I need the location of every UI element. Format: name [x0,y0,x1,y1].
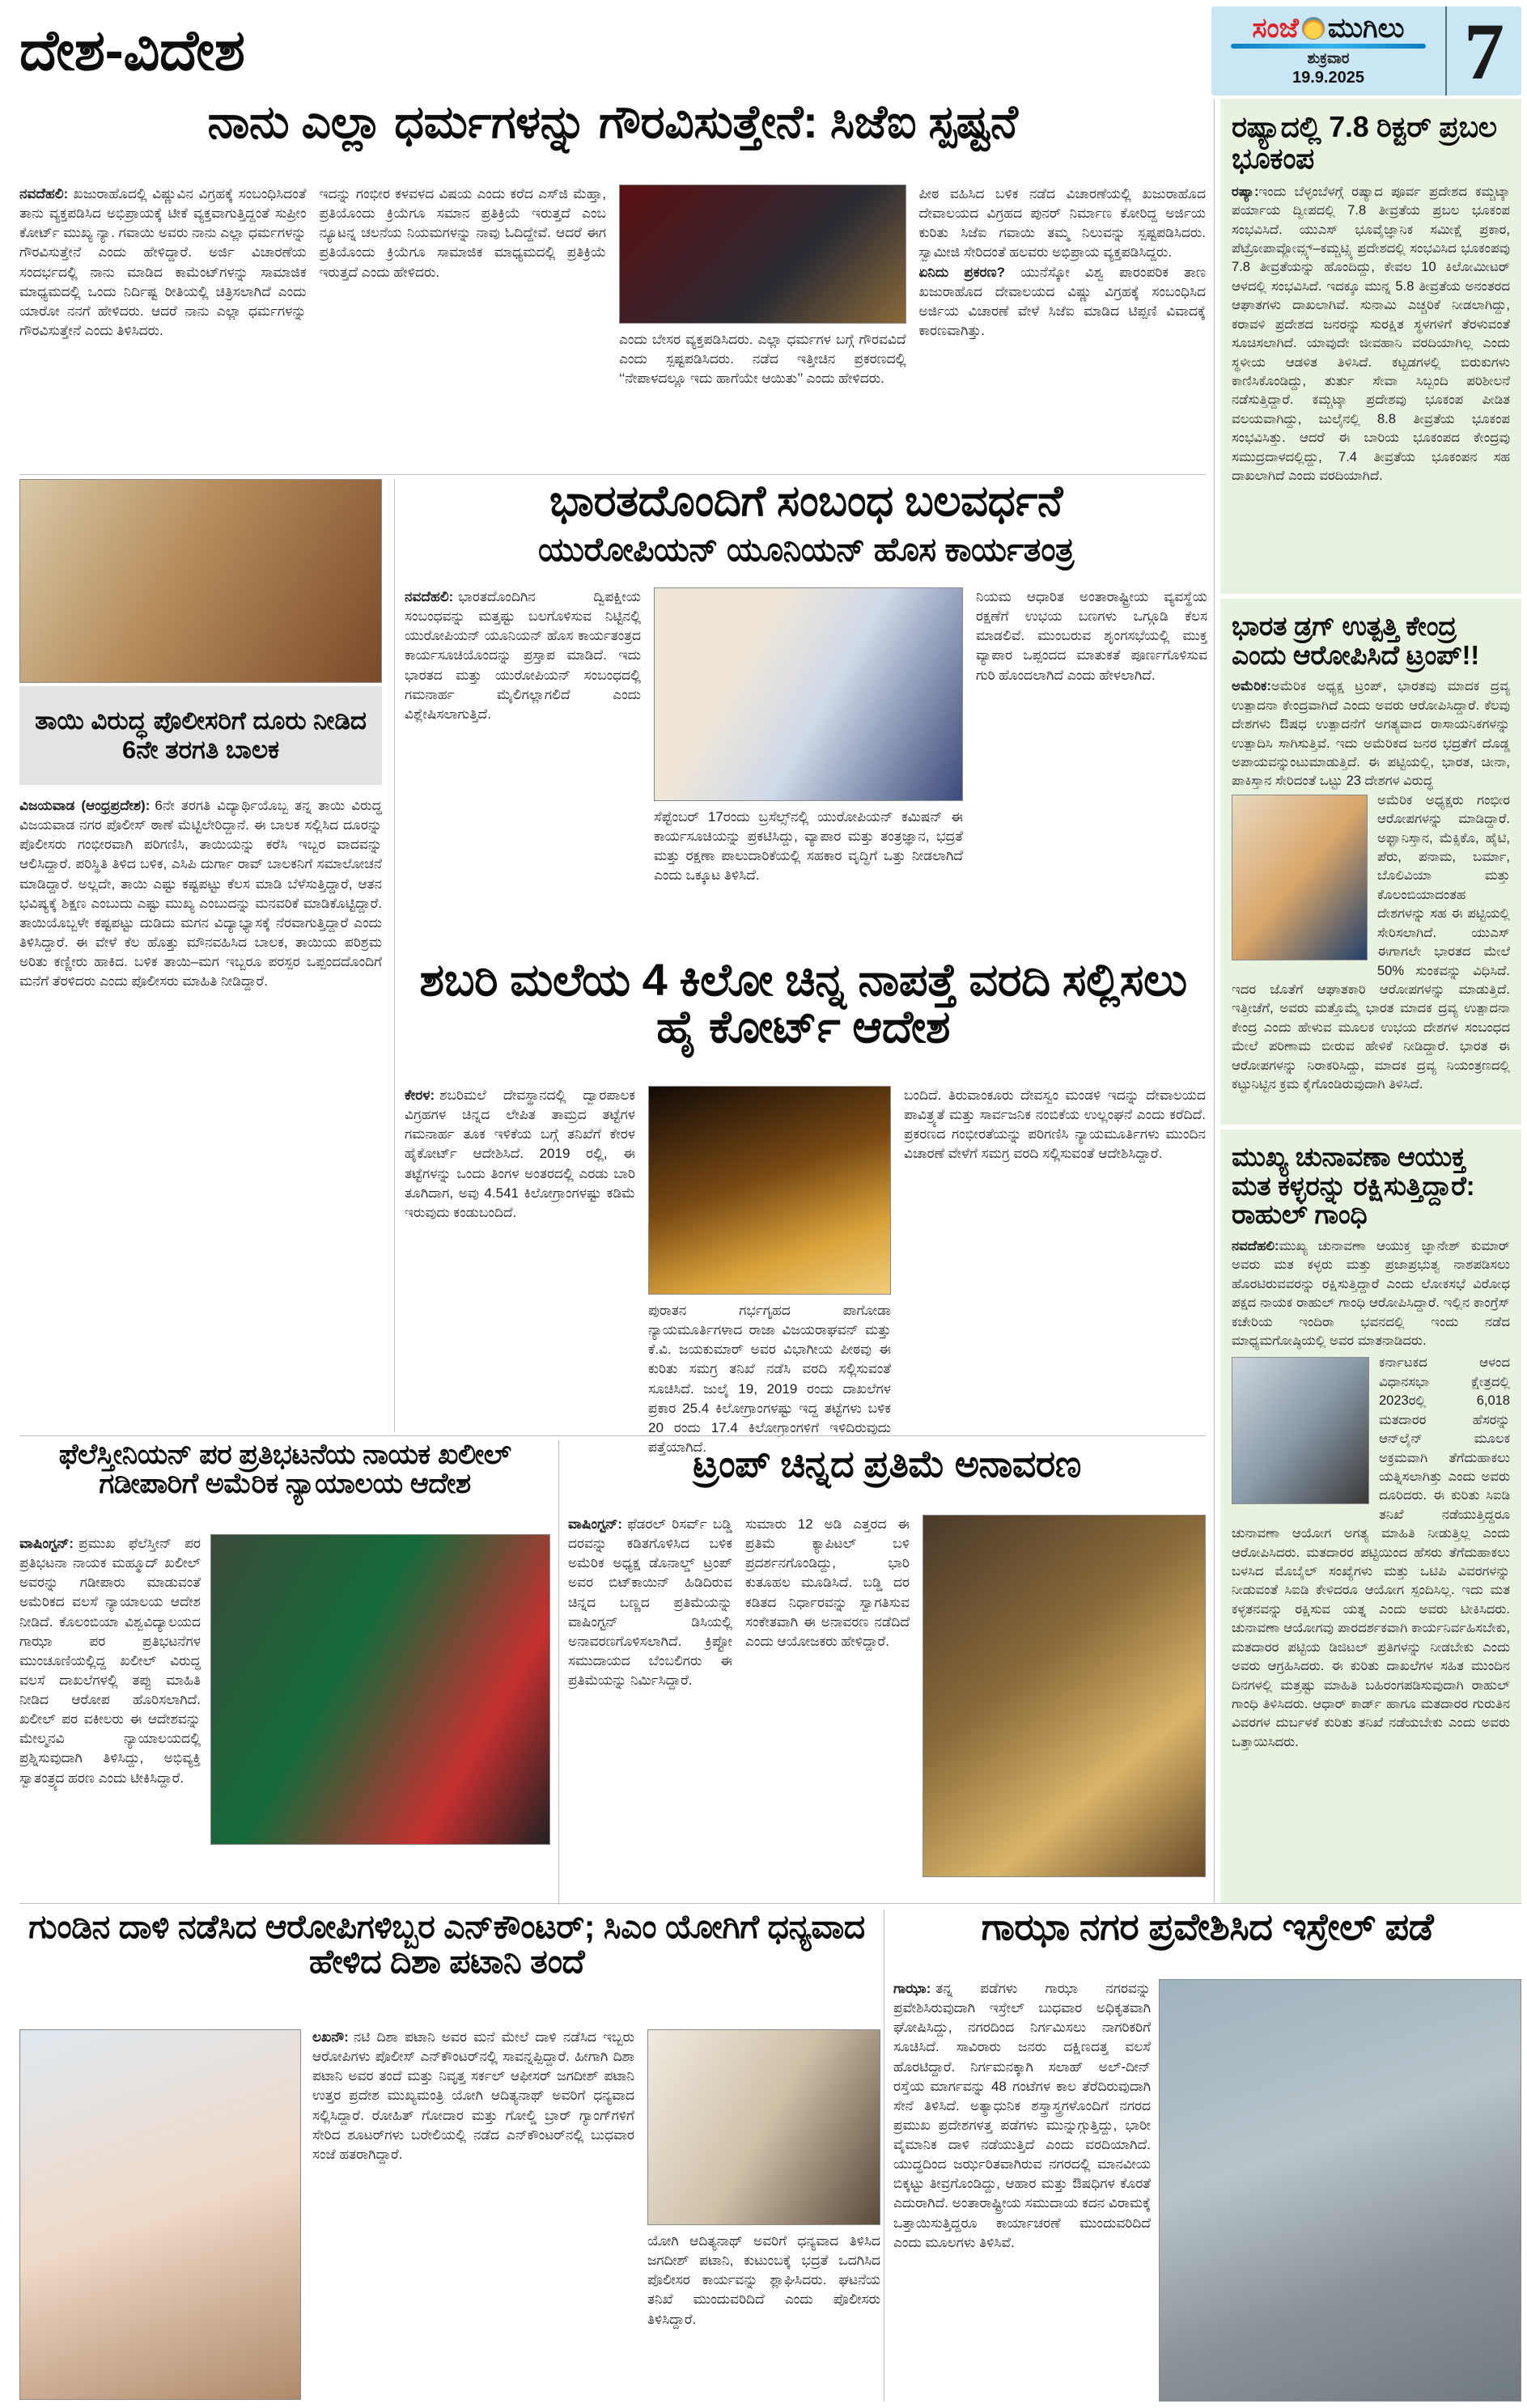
masthead-brand [1253,15,1405,42]
headline-disha: ಗುಂಡಿನ ದಾಳಿ ನಡೆಸಿದ ಆರೋಪಿಗಳಿಬ್ಬರ ಎನ್‌ಕೌಂಟರ್; ಸಿಎಂ ಯೋಗಿಗೆ ಧನ್ಯವಾದ ಹೇಳಿದ ದಿಶಾ ಪಟಾನಿ ತಂದೆ [28,1908,865,1980]
brand-name-black: ಮುಗಿಲು [1327,13,1405,44]
sabarimala-dateline: ಕೇರಳ: [405,1087,435,1103]
cji-col-1: ನವದೆಹಲಿ: ಖಜುರಾಹೊದಲ್ಲಿ ವಿಷ್ಣುವಿನ ವಿಗ್ರಹಕ್ಕೆ ಸಂಬಂಧಿಸಿದಂತೆ ತಾನು ವ್ಯಕ್ತಪಡಿಸಿದ ಅಭಿಪ್ರಾಯಕ್ಕೆ ಟೀಕೆ ವ್ಯಕ್ತವಾಗುತ್ತಿದ್ದಂತೆ ಸುಪ್ರೀಂ ಕೋರ್ಟ್ ಮುಖ್ಯ ನ್ಯಾ. ಗವಾಯಿ ಅವರು ನಾನು ಎಲ್ಲಾ ಧರ್ಮಗಳನ್ನು ಗೌರವಿಸುತ್ತೇನೆ ಎಂದು ಹೇಳಿದ್ದಾರೆ. ಅರ್ಜಿ ವಿಚಾರಣೆಯ ಸಂದರ್ಭದಲ್ಲಿ ನಾನು ಮಾಡಿದ ಕಾಮೆಂಟ್‌ಗಳನ್ನು ಸಾಮಾಜಿಕ ಮಾಧ್ಯಮದಲ್ಲಿ ಒಂದು ನಿರ್ದಿಷ್ಟ ರೀತಿಯಲ್ಲಿ ಚಿತ್ರಿಸಲಾಗಿದೆ ಎಂದು ಯಾರೋ ನನಗೆ ಹೇಳಿದರು. ಆದರೆ ನಾನು ಎಲ್ಲಾ ಧರ್ಮಗಳನ್ನು ಗೌರವಿಸುತ್ತೇನೆ ಎಂದು ತಿಳಿಸಿದರು. [19,186,307,338]
headline-trump-drug: ಭಾರತ ಡ್ರಗ್ ಉತ್ಪತ್ತಿ ಕೇಂದ್ರ ಎಂದು ಆರೋಪಿಸಿದೆ ಟ್ರಂಪ್!! [1232,611,1479,670]
rahul-body: ನವದೆಹಲಿ:ಮುಖ್ಯ ಚುನಾವಣಾ ಆಯುಕ್ತ ಜ್ಞಾನೇಶ್ ಕುಮಾರ್ ಅವರು ಮತ ಕಳ್ಳರು ಮತ್ತು ಪ್ರಜಾಪ್ರಭುತ್ವ ನಾಶಪಡಿಸಲು ಹೊರಟಿರುವವರನ್ನು ರಕ್ಷಿಸುತ್ತಿದ್ದಾರೆ ಎಂದು ಲೋಕಸಭೆ ವಿರೋಧ ಪಕ್ಷದ ನಾಯಕ ರಾಹುಲ್ ಗಾಂಧಿ ಆರೋಪಿಸಿದ್ದಾರೆ. ಇಲ್ಲಿನ ಕಾಂಗ್ರೆಸ್ ಕಚೇರಿಯ ಇಂದಿರಾ ಭವನದಲ್ಲಿ ಇಂದು ನಡೆದ ಮಾಧ್ಯಮಗೋಷ್ಠಿಯಲ್ಲಿ ಅವರ ಮಾತನಾಡಿದರು. ಕರ್ನಾಟಕದ ಆಳಂದ ವಿಧಾನಸಭಾ ಕ್ಷೇತ್ರದಲ್ಲಿ 2023ರಲ್ಲಿ 6,018 ಮತದಾರರ ಹೆಸರನ್ನು ಆನ್‌ಲೈನ್ ಮೂಲಕ ಅಕ್ರಮವಾಗಿ ತೆಗೆದುಹಾಕಲು ಯತ್ನಿಸಲಾಗಿತ್ತು ಎಂದು ಅವರು ದೂರಿದರು. ಈ ಕುರಿತು ಸಿಐಡಿ ತನಿಖೆ ನಡೆಯುತ್ತಿದ್ದರೂ ಚುನಾವಣಾ ಆಯೋಗ ಅಗತ್ಯ ಮಾಹಿತಿ ನೀಡುತ್ತಿಲ್ಲ ಎಂದು ಆರೋಪಿಸಿದರು. ಮತದಾರರ ಪಟ್ಟಿಯಿಂದ ಹೆಸರು ತೆಗೆದುಹಾಕಲು ಬಳಸಿದ ಮೊಬೈಲ್ ಸಂಖ್ಯೆಗಳು ಮತ್ತು ಒಟಿಪಿ ವಿವರಗಳನ್ನು ನೀಡುವಂತೆ ಸಿಐಡಿ ಕೇಳಿದರೂ ಆಯೋಗ ಸ್ಪಂದಿಸಿಲ್ಲ. ಇದು ಮತ ಕಳ್ಳತನವನ್ನು ರಕ್ಷಿಸುವ ಯತ್ನ ಎಂದು ಅವರು ಟೀಕಿಸಿದರು. ಚುನಾವಣಾ ಆಯೋಗವು ಪಾರದರ್ಶಕವಾಗಿ ಕಾರ್ಯನಿರ್ವಹಿಸಬೇಕು, ಮತದಾರರ ಪಟ್ಟಿಯ ಡಿಜಿಟಲ್ ಪ್ರತಿಗಳನ್ನು ನೀಡಬೇಕು ಎಂದು ಅವರು ಆಗ್ರಹಿಸಿದರು. ಈ ಕುರಿತು ದಾಖಲೆಗಳ ಸಹಿತ ಮುಂದಿನ ದಿನಗಳಲ್ಲಿ ಮತ್ತಷ್ಟು ಮಾಹಿತಿ ಬಹಿರಂಗಪಡಿಸುವುದಾಗಿ ರಾಹುಲ್ ಗಾಂಧಿ ತಿಳಿಸಿದರು. ಆಧಾರ್ ಕಾರ್ಡ್ ಹಾಗೂ ಮತದಾರರ ಗುರುತಿನ ವಿವರಗಳ ದುರ್ಬಳಕೆ ಕುರಿತು ತನಿಖೆ ನಡೆಯಬೇಕು ಎಂದು ಅವರು ಒತ್ತಾಯಿಸಿದರು. [1232,1238,1510,1749]
rahul-gandhi-photo [1232,1357,1369,1504]
khalil-text: ವಾಷಿಂಗ್ಟನ್: ಪ್ರಮುಖ ಫೆಲೆಸ್ತೀನ್ ಪರ ಪ್ರತಿಭಟನಾ ನಾಯಕ ಮಹ್ಮೂದ್ ಖಲೀಲ್ ಅವರನ್ನು ಗಡೀಪಾರು ಮಾಡುವಂತೆ ಅಮೆರಿಕದ ವಲಸೆ ನ್ಯಾಯಾಲಯ ಆದೇಶ ನೀಡಿದೆ. ಕೊಲಂಬಿಯಾ ವಿಶ್ವವಿದ್ಯಾಲಯದ ಗಾಝಾ ಪರ ಪ್ರತಿಭಟನೆಗಳ ಮುಂಚೂಣಿಯಲ್ಲಿದ್ದ ಖಲೀಲ್ ವಿರುದ್ಧ ವಲಸೆ ದಾಖಲೆಗಳಲ್ಲಿ ತಪ್ಪು ಮಾಹಿತಿ ನೀಡಿದ ಆರೋಪ ಹೊರಿಸಲಾಗಿದೆ. ಖಲೀಲ್ ಪರ ವಕೀಲರು ಈ ಆದೇಶವನ್ನು ಮೇಲ್ಮನವಿ ನ್ಯಾಯಾಲಯದಲ್ಲಿ ಪ್ರಶ್ನಿಸುವುದಾಗಿ ತಿಳಿಸಿದ್ದು, ಅಭಿವ್ಯಕ್ತಿ ಸ್ವಾತಂತ್ರ್ಯದ ಹರಣ ಎಂದು ಟೀಕಿಸಿದ್ದಾರೆ. [19,1536,201,1786]
masthead-rule [1231,44,1427,49]
page-number: 7 [1445,6,1521,95]
masthead-left [1211,6,1445,95]
section-title: ದೇಶ-ವಿದೇಶ [19,19,245,82]
trump-statue-col-2: ಸುಮಾರು 12 ಅಡಿ ಎತ್ತರದ ಈ ಪ್ರತಿಮೆ ಕ್ಯಾಪಿಟಲ್ ಬಳಿ ಪ್ರದರ್ಶನಗೊಂಡಿದ್ದು, ಭಾರಿ ಕುತೂಹಲ ಮೂಡಿಸಿದೆ. ಬಡ್ಡಿ ದರ ಕಡಿತದ ನಿರ್ಧಾರವನ್ನು ಸ್ವಾಗತಿಸುವ ಸಂಕೇತವಾಗಿ ಈ ಅನಾವರಣ ನಡೆದಿದೆ ಎಂದು ಆಯೋಜಕರು ಹೇಳಿದ್ದಾರೆ. [745,1516,910,1649]
pro-palestine-protest-photo [210,1534,550,1845]
article-cji-body [19,184,1206,473]
cji-subhead: ಏನಿದು ಪ್ರಕರಣ? [918,264,1005,280]
cji-col-3-text: ಎಂದು ಬೇಸರ ವ್ಯಕ್ತಪಡಿಸಿದರು. ಎಲ್ಲಾ ಧರ್ಮಗಳ ಬಗ್ಗೆ ಗೌರವವಿದೆ ಎಂದು ಸ್ಪಷ್ಟಪಡಿಸಿದರು. ನಡೆದ ಇತ್ತೀಚಿನ ಪ್ರಕರಣದಲ್ಲಿ ‘‘ನೇಪಾಳದಲ್ಲೂ ಇದು ಹಾಗೆಯೇ ಆಯಿತು’’ ಎಂದು ಹೇಳಿದರು. [619,332,906,387]
trump-drug-body: ಅಮೆರಿಕ:ಅಮೆರಿಕ ಅಧ್ಯಕ್ಷ ಟ್ರಂಪ್, ಭಾರತವು ಮಾದಕ ದ್ರವ್ಯ ಉತ್ಪಾದನಾ ಕೇಂದ್ರವಾಗಿದೆ ಎಂದು ಅವರು ಆರೋಪಿಸಿದ್ದಾರೆ. ಕೆಲವು ದೇಶಗಳು ಔಷಧ ಉತ್ಪಾದನೆಗೆ ಅಗತ್ಯವಾದ ರಾಸಾಯನಿಕಗಳನ್ನು ಉತ್ಪಾದಿಸಿ ಸಾಗಿಸುತ್ತಿವೆ. ಇದು ಅಮೆರಿಕದ ಜನರ ಭದ್ರತೆಗೆ ದೊಡ್ಡ ಅಪಾಯವನ್ನುಂಟುಮಾಡುತ್ತಿದೆ. ಈ ಪಟ್ಟಿಯಲ್ಲಿ, ಭಾರತ, ಚೀನಾ, ಪಾಕಿಸ್ತಾನ ಸೇರಿದಂತೆ ಒಟ್ಟು 23 ದೇಶಗಳ ವಿರುದ್ಧ ಅಮೆರಿಕ ಅಧ್ಯಕ್ಷರು ಗಂಭೀರ ಆರೋಪಗಳನ್ನು ಮಾಡಿದ್ದಾರೆ. ಅಫ್ಘಾನಿಸ್ತಾನ, ಮೆಕ್ಸಿಕೊ, ಹೈಟಿ, ಪೆರು, ಪನಾಮ, ಬರ್ಮಾ, ಬೊಲಿವಿಯಾ ಮತ್ತು ಕೊಲಂಬಿಯಾದಂತಹ ದೇಶಗಳನ್ನು ಸಹ ಈ ಪಟ್ಟಿಯಲ್ಲಿ ಸೇರಿಸಲಾಗಿದೆ. ಯುಎಸ್ ಈಗಾಗಲೇ ಭಾರತದ ಮೇಲೆ 50% ಸುಂಕವನ್ನು ವಿಧಿಸಿದೆ. ಇದರ ಜೊತೆಗೆ ಆಘಾತಕಾರಿ ಆರೋಪಗಳನ್ನು ಮಾಡುತ್ತಿದೆ. ಇತ್ತೀಚೆಗೆ, ಅವರು ಮತ್ತೊಮ್ಮೆ ಭಾರತ ಮಾದಕ ದ್ರವ್ಯ ಉತ್ಪಾದನಾ ಕೇಂದ್ರ ಎಂದು ಹೇಳುವ ಮೂಲಕ ಉಭಯ ದೇಶಗಳ ಸಂಬಂಧದ ಮೇಲೆ ಪರಿಣಾಮ ಬೀರುವ ಹೇಳಿಕೆ ನೀಡಿದ್ದಾರೆ. ಭಾರತ ಈ ಆರೋಪಗಳನ್ನು ನಿರಾಕರಿಸಿದ್ದು, ಮಾದಕ ದ್ರವ್ಯ ನಿಯಂತ್ರಣದಲ್ಲಿ ಕಟ್ಟುನಿಟ್ಟಿನ ಕ್ರಮ ಕೈಗೊಂಡಿರುವುದಾಗಿ ತಿಳಿಸಿದೆ. [1232,679,1510,1092]
eu-col-2 [654,587,963,948]
brand-name-red: ಸಂಜೆ [1252,13,1299,44]
disha-right-col [647,2029,880,2402]
headline-sabarimala: ಶಬರಿ ಮಲೆಯ 4 ಕಿಲೋ ಚಿನ್ನ ನಾಪತ್ತೆ ವರದಿ ಸಲ್ಲಿಸಲು ಹೈ ಕೋರ್ಟ್ ಆದೇಶ [419,954,1187,1053]
article-trump-drug [1220,599,1521,1125]
modi-von-der-leyen-photo [654,587,963,801]
headline-russia-quake: ರಷ್ಯಾದಲ್ಲಿ 7.8 ರಿಕ್ಟರ್ ಪ್ರಬಲ ಭೂಕಂಪ [1232,110,1497,175]
divider [19,1435,1206,1436]
masthead-day: ಶುಕ್ರವಾರ [1307,50,1350,66]
masthead-date: 19.9.2025 [1292,69,1364,87]
cji-col-4: ಪೀಠ ವಹಿಸಿದ ಬಳಿಕ ನಡೆದ ವಿಚಾರಣೆಯಲ್ಲಿ ಖಜುರಾಹೊದ ದೇವಾಲಯದ ವಿಗ್ರಹದ ಪುನರ್ ನಿರ್ಮಾಣ ಕೋರಿದ್ದ ಅರ್ಜಿಯ ಕುರಿತು ಸಿಜೆಐ ಗವಾಯಿ ತಮ್ಮ ನಿಲುವನ್ನು ಸ್ಪಷ್ಟಪಡಿಸಿದರು. ಸ್ವಾಮೀಜಿ ಸೇರಿದಂತೆ ಹಲವರು ಅಭಿಪ್ರಾಯ ವ್ಯಕ್ತಪಡಿಸಿದ್ದರು. ಏನಿದು ಪ್ರಕರಣ? ಯುನೆಸ್ಕೋ ವಿಶ್ವ ಪಾರಂಪರಿಕ ತಾಣ ಖಜುರಾಹೊದ ದೇವಾಲಯದ ವಿಷ್ಣು ವಿಗ್ರಹಕ್ಕೆ ಸಂಬಂಧಿಸಿದ ಅರ್ಜಿಯ ವಿಚಾರಣೆ ವೇಳೆ ಸಿಜೆಐ ಮಾಡಿದ ಟಿಪ್ಪಣಿ ವಿವಾದಕ್ಕೆ ಕಾರಣವಾಗಿತ್ತು. [918,186,1206,338]
divider [558,1440,559,1905]
divider [394,479,395,1432]
subhead-eu-india: ಯುರೋಪಿಯನ್ ಯೂನಿಯನ್ ಹೊಸ ಕಾರ್ಯತಂತ್ರ [538,531,1074,568]
cji-col-3 [619,184,906,473]
cji-dateline: ನವದೆಹಲಿ: [19,186,69,201]
article-gaza-body: ಗಾಝಾ: ತನ್ನ ಪಡೆಗಳು ಗಾಝಾ ನಗರವನ್ನು ಪ್ರವೇಶಿಸಿರುವುದಾಗಿ ಇಸ್ರೇಲ್ ಬುಧವಾರ ಅಧಿಕೃತವಾಗಿ ಘೋಷಿಸಿದ್ದು, ನಗರದಿಂದ ನಿರ್ಗಮಿಸಲು ನಾಗರಿಕರಿಗೆ ಸೂಚಿಸಿದೆ. ಸಾವಿರಾರು ಜನರು ದಕ್ಷಿಣದತ್ತ ವಲಸೆ ಹೊರಟಿದ್ದಾರೆ. ನಿರ್ಗಮನಕ್ಕಾಗಿ ಸಲಾಹ್ ಅಲ್-ದೀನ್ ರಸ್ತೆಯ ಮಾರ್ಗವನ್ನು 48 ಗಂಟೆಗಳ ಕಾಲ ತೆರೆದಿರುವುದಾಗಿ ಸೇನೆ ತಿಳಿಸಿದೆ. ಅತ್ಯಾಧುನಿಕ ಶಸ್ತ್ರಾಸ್ತ್ರಗಳೊಂದಿಗೆ ನಗರದ ಪ್ರಮುಖ ಪ್ರದೇಶಗಳತ್ತ ಪಡೆಗಳು ಮುನ್ನುಗ್ಗುತ್ತಿದ್ದು, ಭಾರೀ ವೈಮಾನಿಕ ದಾಳಿ ನಡೆಯುತ್ತಿದೆ ಎಂದು ವರದಿಯಾಗಿದೆ. ಯುದ್ಧದಿಂದ ಜರ್ಝರಿತವಾಗಿರುವ ನಗರದಲ್ಲಿ ಮಾನವೀಯ ಬಿಕ್ಕಟ್ಟು ತೀವ್ರಗೊಂಡಿದ್ದು, ಆಹಾರ ಮತ್ತು ಔಷಧಿಗಳ ಕೊರತೆ ಎದುರಾಗಿದೆ. ಅಂತಾರಾಷ್ಟ್ರೀಯ ಸಮುದಾಯ ಕದನ ವಿರಾಮಕ್ಕೆ ಒತ್ತಾಯಿಸುತ್ತಿದ್ದರೂ ಕಾರ್ಯಾಚರಣೆ ಮುಂದುವರಿದಿದೆ ಎಂದು ಮೂಲಗಳು ತಿಳಿಸಿವೆ. [893,1981,1151,2250]
divider [19,1903,1521,1904]
headline-gaza: ಗಾಝಾ ನಗರ ಪ್ರವೇಶಿಸಿದ ಇಸ್ರೇಲ್ ಪಡೆ [981,1906,1434,1948]
rahul-dateline: ನವದೆಹಲಿ: [1232,1238,1279,1253]
sabarimala-temple-photo [648,1086,891,1295]
sabarimala-col-3: ಬಂದಿದೆ. ತಿರುವಾಂಕೂರು ದೇವಸ್ವಂ ಮಂಡಳಿ ಇದನ್ನು ದೇವಾಲಯದ ಪಾವಿತ್ರ್ಯತೆ ಮತ್ತು ಸಾರ್ವಜನಿಕ ನಂಬಿಕೆಯ ಉಲ್ಲಂಘನೆ ಎಂದು ಕರೆದಿದೆ. ಪ್ರಕರಣದ ಗಂಭೀರತೆಯನ್ನು ಪರಿಗಣಿಸಿ ನ್ಯಾಯಮೂರ್ತಿಗಳು ಮುಂದಿನ ವಿಚಾರಣೆ ವೇಳೆಗೆ ಸಮಗ್ರ ವರದಿ ಸಲ್ಲಿಸುವಂತೆ ಆದೇಶಿಸಿದ್ದಾರೆ. [904,1087,1206,1162]
russia-quake-body: ರಷ್ಯಾ:ಇಂದು ಬೆಳ್ಳಂಬೆಳಗ್ಗೆ ರಷ್ಯಾದ ಪೂರ್ವ ಪ್ರದೇಶದ ಕಮ್ಚಟ್ಕಾ ಪರ್ಯಾಯ ದ್ವೀಪದಲ್ಲಿ 7.8 ತೀವ್ರತೆಯ ಪ್ರಬಲ ಭೂಕಂಪ ಸಂಭವಿಸಿದೆ. ಯುಎಸ್ ಭೂವೈಜ್ಞಾನಿಕ ಸಮೀಕ್ಷೆ ಪ್ರಕಾರ, ಪೆಟ್ರೋಪಾವ್ಲೋವ್ಸ್ಕ್–ಕಮ್ಚಟ್ಸ್ಕಿ ಪ್ರದೇಶದಲ್ಲಿ ಸಂಭವಿಸಿದ ಭೂಕಂಪವು 7.8 ತೀವ್ರತೆಯನ್ನು ಹೊಂದಿದ್ದು, ಕೇವಲ 10 ಕಿಲೋಮೀಟರ್ ಆಳದಲ್ಲಿ ಸಂಭವಿಸಿದೆ. ಇದಕ್ಕೂ ಮುನ್ನ 5.8 ತೀವ್ರತೆಯ ಅನಂತರದ ಆಘಾತಗಳು ದಾಖಲಾಗಿವೆ. ಸುನಾಮಿ ಎಚ್ಚರಿಕೆ ನೀಡಲಾಗಿದ್ದು, ಕರಾವಳಿ ಪ್ರದೇಶದ ಜನರನ್ನು ಸುರಕ್ಷಿತ ಸ್ಥಳಗಳಿಗೆ ತೆರಳುವಂತೆ ಸೂಚಿಸಲಾಗಿದೆ. ಯಾವುದೇ ಜೀವಹಾನಿ ವರದಿಯಾಗಿಲ್ಲ ಎಂದು ಸ್ಥಳೀಯ ಆಡಳಿತ ತಿಳಿಸಿದೆ. ಕಟ್ಟಡಗಳಲ್ಲಿ ಬಿರುಕುಗಳು ಕಾಣಿಸಿಕೊಂಡಿದ್ದು, ತುರ್ತು ಸೇವಾ ಸಿಬ್ಬಂದಿ ಪರಿಶೀಲನೆ ನಡೆಸುತ್ತಿದ್ದಾರೆ. ಕಮ್ಚಟ್ಕಾ ಪ್ರದೇಶವು ಭೂಕಂಪ ಪೀಡಿತ ವಲಯವಾಗಿದ್ದು, ಜುಲೈನಲ್ಲಿ 8.8 ತೀವ್ರತೆಯ ಭೂಕಂಪ ಸಂಭವಿಸಿತ್ತು. ಆದರೆ ಈ ಬಾರಿಯ ಭೂಕಂಪದ ಕೇಂದ್ರವು ಸಮುದ್ರದಾಳದಲ್ಲಿದ್ದು, 7.4 ತೀವ್ರತೆಯ ಭೂಕಂಪನ ಸಹ ದಾಖಲಾಗಿದೆ ಎಂದು ವರದಿಯಾಗಿದೆ. [1232,184,1510,484]
khalil-dateline: ವಾಷಿಂಗ್ಟನ್: [19,1536,74,1551]
headline-mother-complaint: ತಾಯಿ ವಿರುದ್ಧ ಪೊಲೀಸರಿಗೆ ದೂರು ನೀಡಿದ 6ನೇ ತರಗತಿ ಬಾಲಕ [19,686,382,785]
eu-col-1: ನವದೆಹಲಿ: ಭಾರತದೊಂದಿಗಿನ ದ್ವಿಪಕ್ಷೀಯ ಸಂಬಂಧವನ್ನು ಮತ್ತಷ್ಟು ಬಲಗೊಳಿಸುವ ನಿಟ್ಟಿನಲ್ಲಿ ಯುರೋಪಿಯನ್ ಯೂನಿಯನ್ ಹೊಸ ಕಾರ್ಯತಂತ್ರದ ಕಾರ್ಯಸೂಚಿಯೊಂದನ್ನು ಪ್ರಸ್ತಾಪ ಮಾಡಿದೆ. ಇದು ಭಾರತದ ಮತ್ತು ಯುರೋಪಿಯನ್ ಸಂಬಂಧದಲ್ಲಿ ಗಮನಾರ್ಹ ಮೈಲಿಗಲ್ಲಾಗಲಿದೆ ಎಂದು ವಿಶ್ಲೇಷಿಸಲಾಗುತ್ತಿದೆ. [405,589,641,722]
masthead-sun-logo-icon [1302,17,1325,40]
headline-rahul: ಮುಖ್ಯ ಚುನಾವಣಾ ಆಯುಕ್ತ ಮತ ಕಳ್ಳರನ್ನು ರಕ್ಷಿಸುತ್ತಿದ್ದಾರೆ: ರಾಹುಲ್ ಗಾಂಧಿ [1232,1142,1475,1230]
masthead [1211,6,1521,95]
article-eu-india-body [405,587,1207,948]
article-sabarimala-body [405,1086,1206,1455]
headline-cji: ನಾನು ಎಲ್ಲಾ ಧರ್ಮಗಳನ್ನು ಗೌರವಿಸುತ್ತೇನೆ: ಸಿಜೆಐ ಸ್ಪಷ್ಟನೆ [207,96,1018,148]
article-mother-complaint-body: ವಿಜಯವಾಡ (ಆಂಧ್ರಪ್ರದೇಶ): 6ನೇ ತರಗತಿ ವಿದ್ಯಾರ್ಥಿಯೊಬ್ಬ ತನ್ನ ತಾಯಿ ವಿರುದ್ಧ ವಿಜಯವಾಡ ನಗರ ಪೊಲೀಸ್ ಠಾಣೆ ಮೆಟ್ಟಿಲೇರಿದ್ದಾನೆ. ಈ ಬಾಲಕ ಸಲ್ಲಿಸಿದ ದೂರನ್ನು ಪೊಲೀಸರು ಗಂಭೀರವಾಗಿ ಪರಿಗಣಿಸಿ, ತಾಯಿಯನ್ನು ಕರೆಸಿ ಇಬ್ಬರ ವಾದವನ್ನು ಆಲಿಸಿದ್ದಾರೆ. ಪರಿಸ್ಥಿತಿ ತಿಳಿದ ಬಳಿಕ, ಎಸಿಪಿ ದುರ್ಗಾ ರಾವ್ ಬಾಲಕನಿಗೆ ಸಮಾಲೋಚನೆ ಮಾಡಿದ್ದಾರೆ. ಅಲ್ಲದೇ, ತಾಯಿ ಎಷ್ಟು ಕಷ್ಟಪಟ್ಟು ಕೆಲಸ ಮಾಡಿ ಬೆಳೆಸುತ್ತಿದ್ದಾರೆ, ಆತನ ಭವಿಷ್ಯಕ್ಕೆ ಶಿಕ್ಷಣ ಎಂಬುದು ಎಷ್ಟು ಮುಖ್ಯ ಎಂಬುದನ್ನು ಮನವರಿಕೆ ಮಾಡಿಕೊಟ್ಟಿದ್ದಾರೆ. ತಾಯಿಯೊಬ್ಬಳೇ ಕಷ್ಟಪಟ್ಟು ದುಡಿದು ಮಗನ ವಿದ್ಯಾಭ್ಯಾಸಕ್ಕೆ ನೆರವಾಗುತ್ತಿದ್ದಾರೆ ಎಂದು ತಿಳಿಸಿದ್ದಾರೆ. ಈ ವೇಳೆ ಕೆಲ ಹೊತ್ತು ಮೌನವಹಿಸಿದ ಬಾಲಕ, ತಾಯಿಯ ಪರಿಶ್ರಮ ಅರಿತು ಕಣ್ಣೀರು ಹಾಕಿದ. ಬಳಿಕ ತಾಯಿ–ಮಗ ಇಬ್ಬರೂ ಪರಸ್ಪರ ಒಪ್ಪಂದದೊಂದಿಗೆ ಮನೆಗೆ ತೆರಳಿದರು ಎಂದು ಪೊಲೀಸರು ಮಾಹಿತಿ ನೀಡಿದ್ದಾರೆ. [19,798,382,990]
disha-patani-photo [19,2029,301,2400]
article-khalil-body [19,1534,550,1905]
trump-statue-dateline: ವಾಷಿಂಗ್ಟನ್: [568,1516,623,1532]
cji-col-2: ಇದನ್ನು ಗಂಭೀರ ಕಳವಳದ ವಿಷಯ ಎಂದು ಕರೆದ ಎಸ್‌ಜಿ ಮೆಹ್ತಾ, ಪ್ರತಿಯೊಂದು ಕ್ರಿಯೆಗೂ ಸಮಾನ ಪ್ರತಿಕ್ರಿಯೆ ಇರುತ್ತದೆ ಎಂಬ ನ್ಯೂಟನ್ನ ಚಲನೆಯ ನಿಯಮಗಳನ್ನು ನಾವು ಓದಿದ್ದೇವೆ. ಆದರೆ ಈಗ ಪ್ರತಿಯೊಂದು ಕ್ರಿಯೆಗೂ ಸಾಮಾಜಿಕ ಮಾಧ್ಯಮದಲ್ಲಿ ಪ್ರತಿಕ್ರಿಯೆ ಇರುತ್ತದೆ ಎಂದು ಹೇಳಿದರು. [319,186,606,280]
trump-statue-col-1: ವಾಷಿಂಗ್ಟನ್: ಫೆಡರಲ್ ರಿಸರ್ವ್ ಬಡ್ಡಿ ದರವನ್ನು ಕಡಿತಗೊಳಿಸಿದ ಬಳಿಕ ಅಮೆರಿಕ ಅಧ್ಯಕ್ಷ ಡೊನಾಲ್ಡ್ ಟ್ರಂಪ್ ಅವರ ಬಿಟ್‌ಕಾಯಿನ್ ಹಿಡಿದಿರುವ ಚಿನ್ನದ ಬಣ್ಣದ ಪ್ರತಿಮೆಯನ್ನು ವಾಷಿಂಗ್ಟನ್ ಡಿಸಿಯಲ್ಲಿ ಅನಾವರಣಗೊಳಿಸಲಾಗಿದೆ. ಕ್ರಿಪ್ಟೋ ಸಮುದಾಯದ ಬೆಂಬಲಿಗರು ಈ ಪ್ರತಿಮೆಯನ್ನು ನಿರ್ಮಿಸಿದ್ದಾರೆ. [568,1516,732,1688]
cji-gavai-photo [619,184,906,324]
headline-eu-india: ಭಾರತದೊಂದಿಗೆ ಸಂಬಂಧ ಬಲವರ್ಧನೆ [549,477,1063,525]
disha-right-text: ಯೋಗಿ ಆದಿತ್ಯನಾಥ್ ಅವರಿಗೆ ಧನ್ಯವಾದ ತಿಳಿಸಿದ ಜಗದೀಶ್ ಪಟಾನಿ, ಕುಟುಂಬಕ್ಕೆ ಭದ್ರತೆ ಒದಗಿಸಿದ ಪೊಲೀಸರ ಕಾರ್ಯವನ್ನು ಶ್ಲಾಘಿಸಿದರು. ಘಟನೆಯ ತನಿಖೆ ಮುಂದುವರಿದಿದೆ ಎಂದು ಪೊಲೀಸರು ತಿಳಿಸಿದ್ದಾರೆ. [647,2233,880,2327]
article-russia-quake [1220,99,1521,594]
encounter-accused-photo [647,2029,880,2225]
article-disha-body: ಲಖನೌ: ನಟಿ ದಿಶಾ ಪಟಾನಿ ಅವರ ಮನೆ ಮೇಲೆ ದಾಳಿ ನಡೆಸಿದ ಇಬ್ಬರು ಆರೋಪಿಗಳು ಪೊಲೀಸ್ ಎನ್‌ಕೌಂಟರ್‌ನಲ್ಲಿ ಸಾವನ್ನಪ್ಪಿದ್ದಾರೆ. ಹೀಗಾಗಿ ದಿಶಾ ಪಟಾನಿ ಅವರ ತಂದೆ ಮತ್ತು ನಿವೃತ್ತ ಸರ್ಕಲ್ ಆಫೀಸರ್ ಜಗದೀಶ್ ಪಟಾನಿ ಉತ್ತರ ಪ್ರದೇಶ ಮುಖ್ಯಮಂತ್ರಿ ಯೋಗಿ ಆದಿತ್ಯನಾಥ್ ಅವರಿಗೆ ಧನ್ಯವಾದ ಸಲ್ಲಿಸಿದ್ದಾರೆ. ರೋಹಿತ್ ಗೋದಾರ ಮತ್ತು ಗೋಲ್ಡಿ ಬ್ರಾರ್ ಗ್ಯಾಂಗ್‌ಗಳಿಗೆ ಸೇರಿದ ಶೂಟರ್‌ಗಳು ಬರೇಲಿಯಲ್ಲಿ ನಡೆದ ಎನ್‌ಕೌಂಟರ್‌ನಲ್ಲಿ ಬುಧವಾರ ಸಂಜೆ ಹತರಾಗಿದ್ದಾರೆ. [312,2029,634,2162]
russia-quake-dateline: ರಷ್ಯಾ: [1232,184,1259,199]
mother-complaint-dateline: ವಿಜಯವಾಡ (ಆಂಧ್ರಪ್ರದೇಶ): [19,798,151,813]
disha-dateline: ಲಖನೌ: [312,2029,349,2045]
police-station-photo [19,479,382,683]
divider [19,474,1206,475]
trump-drug-dateline: ಅಮೆರಿಕ: [1232,679,1271,694]
headline-khalil: ಫೆಲೆಸ್ತೀನಿಯನ್ ಪರ ಪ್ರತಿಭಟನೆಯ ನಾಯಕ ಖಲೀಲ್ ಗಡೀಪಾರಿಗೆ ಅಮೆರಿಕ ನ್ಯಾಯಾಲಯ ಆದೇಶ [58,1439,511,1500]
trump-photo [1232,795,1368,960]
headline-trump-statue: ಟ್ರಂಪ್ ಚಿನ್ನದ ಪ್ರತಿಮೆ ಅನಾವರಣ [693,1443,1081,1485]
eu-dateline: ನವದೆಹಲಿ: [405,589,454,604]
sabarimala-col-1: ಕೇರಳ: ಶಬರಿಮಲೆ ದೇವಸ್ಥಾನದಲ್ಲಿ ದ್ವಾರಪಾಲಕ ವಿಗ್ರಹಗಳ ಚಿನ್ನದ ಲೇಪಿತ ತಾಮ್ರದ ತಟ್ಟೆಗಳ ಗಮನಾರ್ಹ ತೂಕ ಇಳಿಕೆಯ ಬಗ್ಗೆ ತನಿಖೆಗೆ ಕೇರಳ ಹೈಕೋರ್ಟ್ ಆದೇಶಿಸಿದೆ. 2019 ರಲ್ಲಿ, ಈ ತಟ್ಟೆಗಳನ್ನು ಒಂದು ತಿಂಗಳ ಅಂತರದಲ್ಲಿ ಎರಡು ಬಾರಿ ತೂಗಿದಾಗ, ಅವು 4.541 ಕಿಲೋಗ್ರಾಂಗಳಷ್ಟು ಕಡಿಮೆ ಇರುವುದು ಕಂಡುಬಂದಿದೆ. [405,1087,635,1220]
divider [1214,99,1215,1903]
gaza-dateline: ಗಾಝಾ: [893,1981,931,1996]
eu-col-2-text: ಸೆಪ್ಟೆಂಬರ್ 17ರಂದು ಬ್ರಸೆಲ್ಸ್‌ನಲ್ಲಿ ಯುರೋಪಿಯನ್ ಕಮಿಷನ್ ಈ ಕಾರ್ಯಸೂಚಿಯನ್ನು ಪ್ರಕಟಿಸಿದ್ದು, ವ್ಯಾಪಾರ ಮತ್ತು ತಂತ್ರಜ್ಞಾನ, ಭದ್ರತೆ ಮತ್ತು ರಕ್ಷಣಾ ಪಾಲುದಾರಿಕೆಯಲ್ಲಿ ಸಹಕಾರ ವೃದ್ಧಿಗೆ ಒತ್ತು ನೀಡಲಾಗಿದೆ ಎಂದು ಒಕ್ಕೂಟ ತಿಳಿಸಿದೆ. [654,809,963,884]
page-title [19,21,245,80]
gaza-city-aerial-photo [1159,1979,1521,2402]
sabarimala-col-2-text: ಪುರಾತನ ಗರ್ಭಗೃಹದ ಪಾಗೋಡಾ ನ್ಯಾಯಮೂರ್ತಿಗಳಾದ ರಾಜಾ ವಿಜಯರಾಘವನ್ ಮತ್ತು ಕೆ.ವಿ. ಜಯಕುಮಾರ್ ಅವರ ವಿಭಾಗೀಯ ಪೀಠವು ಈ ಕುರಿತು ಸಮಗ್ರ ತನಿಖೆ ನಡೆಸಿ ವರದಿ ಸಲ್ಲಿಸುವಂತೆ ಸೂಚಿಸಿದೆ. ಜುಲೈ 19, 2019 ರಂದು ದಾಖಲೆಗಳ ಪ್ರಕಾರ 25.4 ಕಿಲೋಗ್ರಾಂಗಳಷ್ಟು ಇದ್ದ ತಟ್ಟೆಗಳು ಬಳಿಕ 20 ರಂದು 17.4 ಕಿಲೋಗ್ರಾಂಗಳಿಗೆ ಇಳಿದಿರುವುದು ಪತ್ತೆಯಾಗಿದೆ. [648,1303,891,1455]
trump-gold-statue-photo [923,1515,1206,1877]
article-trump-statue-body [568,1515,1206,1905]
article-rahul [1220,1130,1521,1903]
eu-col-3: ನಿಯಮ ಆಧಾರಿತ ಅಂತಾರಾಷ್ಟ್ರೀಯ ವ್ಯವಸ್ಥೆಯ ರಕ್ಷಣೆಗೆ ಉಭಯ ಬಣಗಳು ಒಗ್ಗೂಡಿ ಕೆಲಸ ಮಾಡಲಿವೆ. ಮುಂಬರುವ ಶೃಂಗಸಭೆಯಲ್ಲಿ ಮುಕ್ತ ವ್ಯಾಪಾರ ಒಪ್ಪಂದದ ಮಾತುಕತೆ ಪೂರ್ಣಗೊಳಿಸುವ ಗುರಿ ಹೊಂದಲಾಗಿದೆ ಎಂದು ಹೇಳಲಾಗಿದೆ. [976,589,1207,683]
sabarimala-col-2 [648,1086,891,1455]
